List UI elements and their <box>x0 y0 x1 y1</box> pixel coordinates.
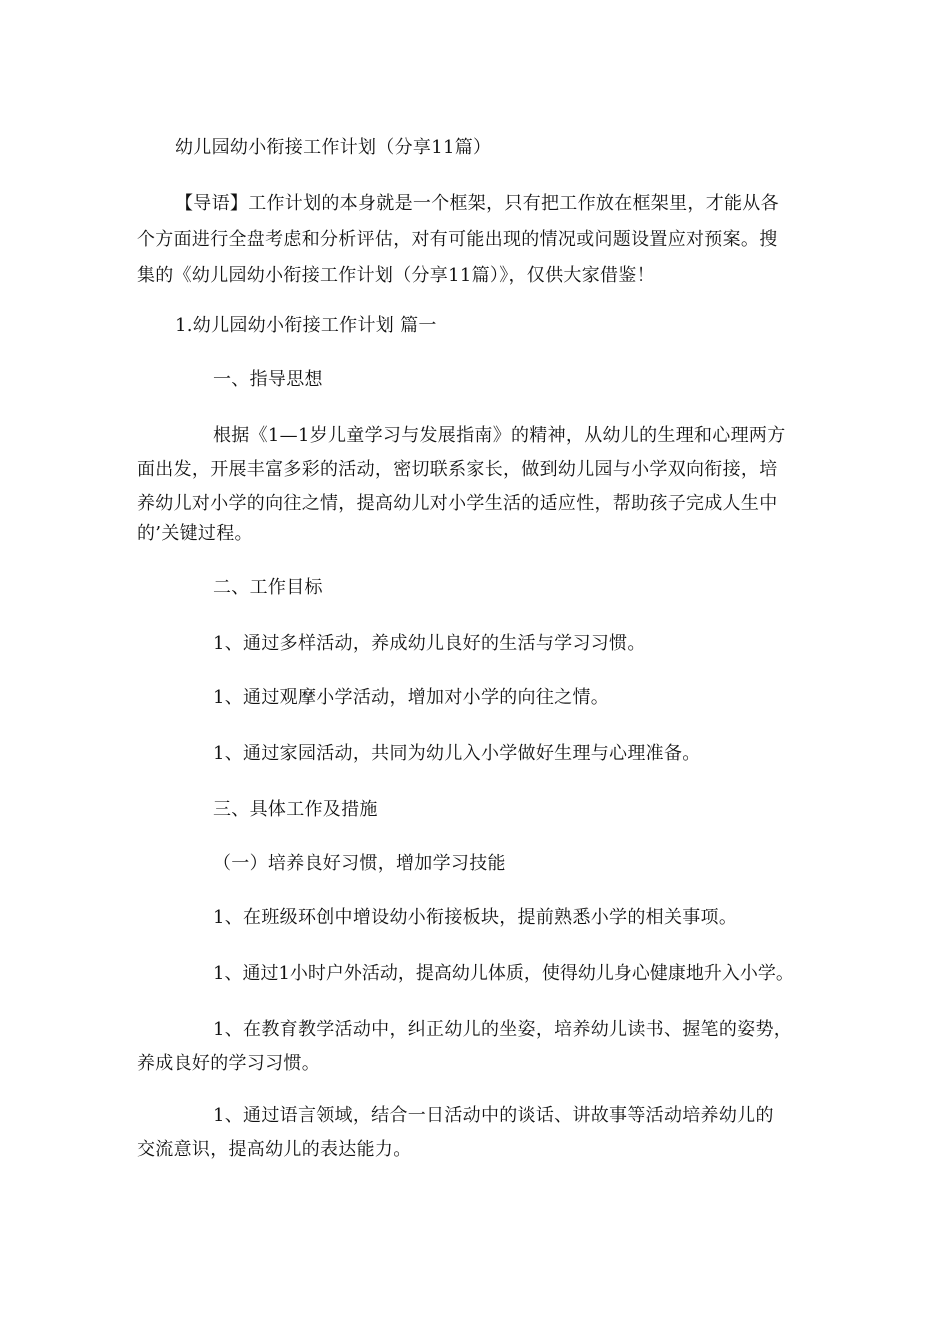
part1-line-1: 根据《1—1岁儿童学习与发展指南》的精神，从幼儿的生理和心理两方 <box>213 425 786 446</box>
part1-line-2: 面出发，开展丰富多彩的活动，密切联系家长，做到幼儿园与小学双向衔接，培 <box>137 459 778 480</box>
part3-item-3-line-1: 1、在教育教学活动中，纠正幼儿的坐姿，培养幼儿读书、握笔的姿势， <box>213 1019 793 1040</box>
part1-heading: 一、指导思想 <box>213 369 323 390</box>
part1-line-3: 养幼儿对小学的向往之情，提高幼儿对小学生活的适应性，帮助孩子完成人生中 <box>137 493 778 514</box>
part3-item-4-line-2: 交流意识，提高幼儿的表达能力。 <box>137 1139 412 1160</box>
part3-item-4-line-1: 1、通过语言领域，结合一日活动中的谈话、讲故事等活动培养幼儿的 <box>213 1105 774 1126</box>
part3-item-3-line-2: 养成良好的学习习惯。 <box>137 1053 320 1074</box>
part2-item-2: 1、通过观摩小学活动，增加对小学的向往之情。 <box>213 687 610 708</box>
part2-heading: 二、工作目标 <box>213 577 323 598</box>
intro-line-2: 个方面进行全盘考虑和分析评估，对有可能出现的情况或问题设置应对预案。搜 <box>137 229 778 250</box>
intro-line-3: 集的《幼儿园幼小衔接工作计划（分享11篇）》，仅供大家借鉴！ <box>137 265 655 286</box>
part3-item-2: 1、通过1小时户外活动，提高幼儿体质，使得幼儿身心健康地升入小学。 <box>213 963 794 984</box>
part1-line-4: 的’关键过程。 <box>137 523 253 544</box>
document-title: 幼儿园幼小衔接工作计划（分享11篇） <box>175 137 492 158</box>
intro-line-1: 【导语】工作计划的本身就是一个框架，只有把工作放在框架里，才能从各 <box>175 193 779 214</box>
part3-heading: 三、具体工作及措施 <box>213 799 378 820</box>
section-heading: 1.幼儿园幼小衔接工作计划 篇一 <box>175 315 437 336</box>
part3-subheading: （一）培养良好习惯，增加学习技能 <box>213 853 506 874</box>
part2-item-3: 1、通过家园活动，共同为幼儿入小学做好生理与心理准备。 <box>213 743 701 764</box>
part2-item-1: 1、通过多样活动，养成幼儿良好的生活与学习习惯。 <box>213 633 646 654</box>
part3-item-1: 1、在班级环创中增设幼小衔接板块，提前熟悉小学的相关事项。 <box>213 907 738 928</box>
